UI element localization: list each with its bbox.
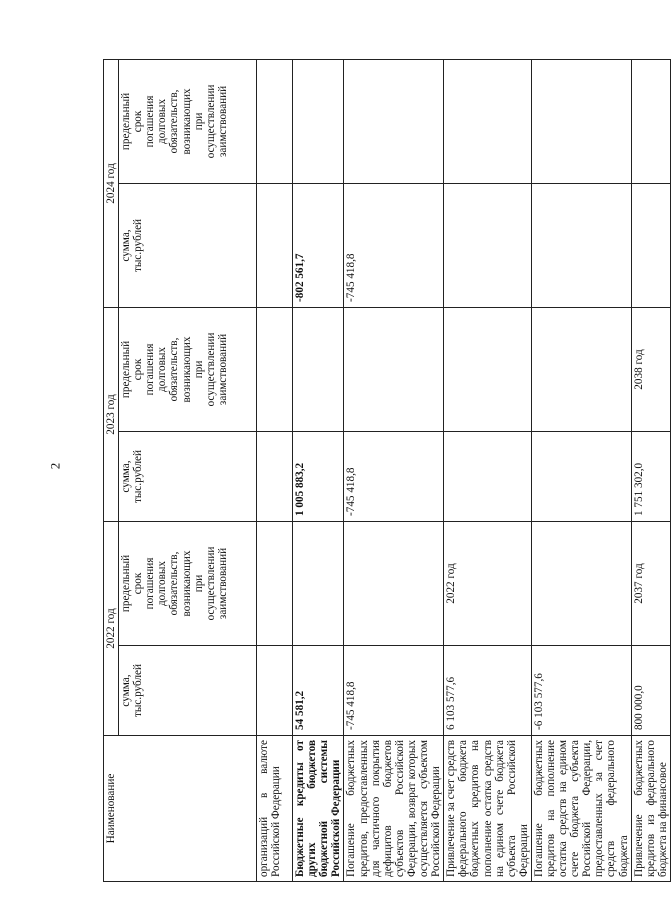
cell-2023-sum: 1 005 883,2	[293, 431, 344, 521]
table-row	[293, 59, 344, 881]
table-row	[444, 59, 532, 881]
header-year-2023: 2023 год	[104, 307, 119, 521]
cell-2024-term	[344, 59, 444, 183]
cell-2023-sum	[531, 431, 631, 521]
cell-2023-term	[444, 307, 532, 431]
cell-2024-sum	[257, 183, 293, 307]
cell-2023-sum: -745 418,8	[344, 431, 444, 521]
cell-2022-term	[344, 521, 444, 645]
header-sum-2022: сумма, тыс.рублей	[119, 646, 257, 736]
cell-2024-term	[257, 59, 293, 183]
row-name: Погашение бюджетных кредитов, предоставленных для частичного покрытия дефицитов бюджетов субъектов Российской Федерации, возврат которых осуществляется субъектом Российской Федерации	[344, 736, 444, 882]
cell-2024-sum: -745 418,8	[344, 183, 444, 307]
header-term-2024: предельный срок погашения долговых обязательств, возникающих при осуществлении заимствований	[119, 59, 257, 183]
cell-2023-sum	[257, 431, 293, 521]
cell-2022-sum: 800 000,0	[631, 646, 670, 736]
header-term-2022: предельный срок погашения долговых обязательств, возникающих при осуществлении заимствований	[119, 521, 257, 645]
cell-2023-term	[531, 307, 631, 431]
cell-2024-term	[444, 59, 532, 183]
cell-2024-sum: -802 561,7	[293, 183, 344, 307]
cell-2024-term	[531, 59, 631, 183]
cell-2024-sum	[631, 183, 670, 307]
cell-2022-term	[257, 521, 293, 645]
cell-2022-term	[293, 521, 344, 645]
header-year-2022: 2022 год	[104, 521, 119, 735]
row-name: организаций в валюте Российской Федерации	[257, 736, 293, 882]
row-name: Погашение бюджетных кредитов на пополнение остатка средств на едином счете бюджета субъекта Российской Федерации, предоставленных за счет средств федерального бюджета	[531, 736, 631, 882]
header-term-2023: предельный срок погашения долговых обязательств, возникающих при осуществлении заимствований	[119, 307, 257, 431]
cell-2022-sum: -745 418,8	[344, 646, 444, 736]
header-sum-2024: сумма, тыс.рублей	[119, 183, 257, 307]
cell-2022-term: 2037 год	[631, 521, 670, 645]
table-row	[531, 59, 631, 881]
cell-2024-sum	[531, 183, 631, 307]
table-row	[257, 59, 293, 881]
borrowing-table-rotated	[103, 60, 669, 882]
cell-2023-term	[257, 307, 293, 431]
cell-2023-sum	[444, 431, 532, 521]
table-row	[631, 59, 670, 881]
cell-2023-term: 2038 год	[631, 307, 670, 431]
cell-2022-sum: -6 103 577,6	[531, 646, 631, 736]
row-name: Привлечение за счет средств федерального бюджета бюджетных кредитов на пополнение остатка средств на едином счете бюджета субъекта Российской Федерации	[444, 736, 532, 882]
page-number: 2	[47, 462, 63, 470]
cell-2024-term	[293, 59, 344, 183]
cell-2023-term	[293, 307, 344, 431]
cell-2022-sum: 6 103 577,6	[444, 646, 532, 736]
header-sum-2023: сумма, тыс.рублей	[119, 431, 257, 521]
cell-2022-sum	[257, 646, 293, 736]
borrowing-table	[103, 59, 671, 882]
cell-2022-sum: 54 581,2	[293, 646, 344, 736]
table-row	[344, 59, 444, 881]
row-name: Бюджетные кредиты от других бюджетов бюджетной системы Российской Федерации	[293, 736, 344, 882]
cell-2024-term	[631, 59, 670, 183]
cell-2023-term	[344, 307, 444, 431]
header-year-2024: 2024 год	[104, 59, 119, 307]
cell-2022-term: 2022 год	[444, 521, 532, 645]
cell-2023-sum: 1 751 302,0	[631, 431, 670, 521]
cell-2022-term	[531, 521, 631, 645]
cell-2024-sum	[444, 183, 532, 307]
header-name: Наименование	[104, 736, 257, 882]
row-name: Привлечение бюджетных кредитов из федерального бюджета на финансовое	[631, 736, 670, 882]
